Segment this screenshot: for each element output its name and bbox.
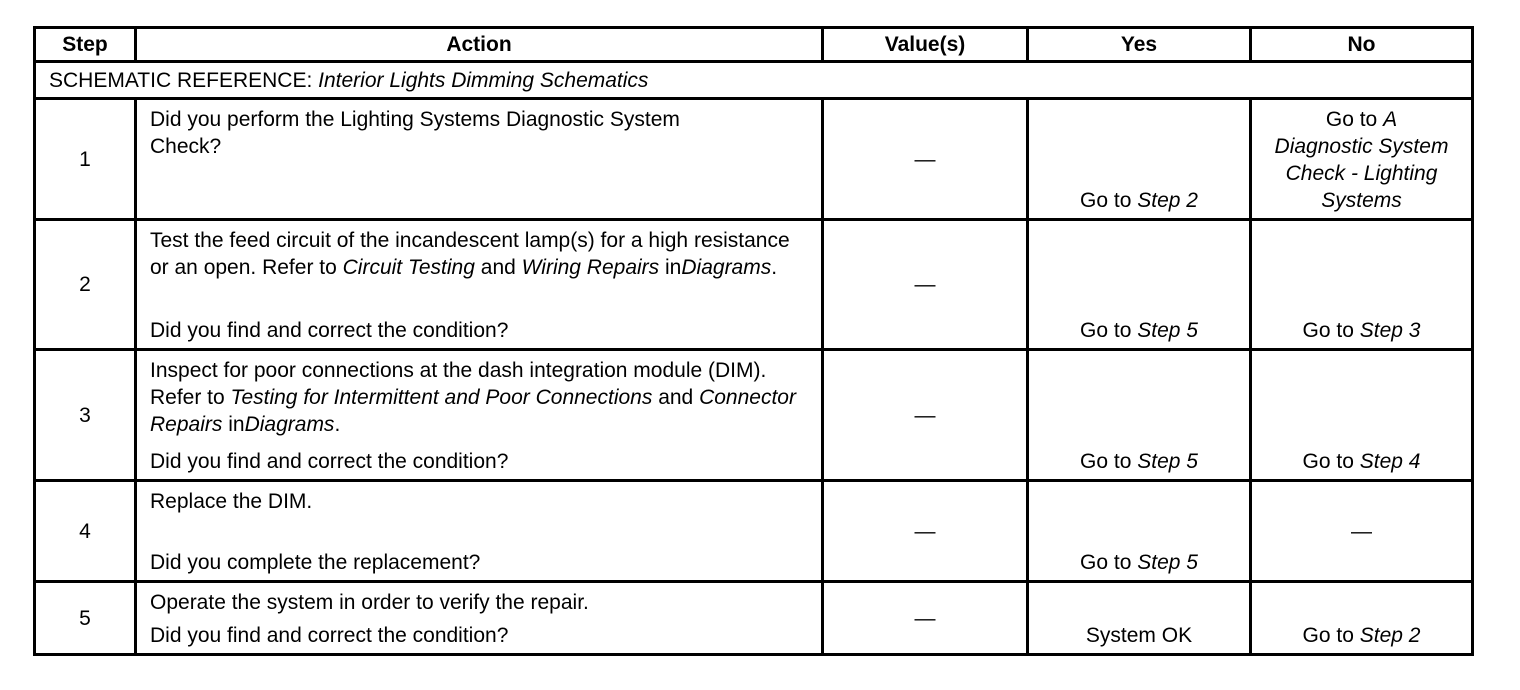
table-row (35, 582, 1473, 655)
schematic-reference (35, 62, 1473, 99)
goto-label: Go to (1080, 319, 1132, 342)
diagrams-link[interactable]: Diagrams (681, 256, 772, 279)
schematic-reference-row (35, 62, 1473, 99)
yes-cell (1028, 481, 1251, 582)
action-cell (136, 350, 823, 481)
circuit-testing-link[interactable]: Circuit Testing (342, 256, 475, 279)
diagrams-link[interactable]: Diagrams (244, 413, 335, 436)
yes-cell (1028, 220, 1251, 350)
yes-step-link[interactable]: Step 5 (1137, 450, 1198, 473)
action-cell (136, 481, 823, 582)
yes-cell (1028, 582, 1251, 655)
action-question: Did you find and correct the condition? (150, 624, 509, 647)
header-action: Action (136, 28, 823, 62)
goto-label: Go to (1302, 624, 1354, 647)
no-step-link[interactable]: Step 4 (1359, 450, 1421, 473)
value-cell (823, 99, 1028, 220)
schematic-reference-label: SCHEMATIC REFERENCE: (49, 68, 313, 92)
value-dash: — (914, 403, 936, 427)
goto-label: Go to (1302, 319, 1354, 342)
action-connector: in (228, 413, 245, 436)
value-dash: — (914, 606, 936, 630)
step-number: 5 (35, 582, 136, 655)
no-cell (1251, 582, 1473, 655)
goto-label: Go to (1325, 108, 1378, 131)
schematic-reference-link[interactable]: Interior Lights Dimming Schematics (318, 68, 649, 92)
no-link-diagnostic-check[interactable]: Diagnostic System Check - Lighting Systems (1274, 135, 1449, 212)
yes-cell (1028, 350, 1251, 481)
value-cell (823, 481, 1028, 582)
action-text: Test the feed circuit of the incandescent lamp(s) for a high resistance or an open. Refer to Circuit Testing and Wiring Repairs inDiagrams. (150, 229, 790, 279)
no-step-link[interactable]: Step 2 (1359, 624, 1421, 647)
value-cell (823, 220, 1028, 350)
no-cell (1251, 220, 1473, 350)
yes-step-link[interactable]: Step 5 (1137, 551, 1198, 574)
no-step-link[interactable]: Step 3 (1359, 319, 1421, 342)
goto-label: Go to (1080, 189, 1132, 212)
value-cell (823, 350, 1028, 481)
table-row (35, 481, 1473, 582)
diagnostic-table (33, 26, 1474, 656)
header-values: Value(s) (823, 28, 1028, 62)
goto-label: Go to (1302, 450, 1354, 473)
header-row (35, 28, 1473, 62)
connector-repairs-link[interactable]: Connector Repairs (150, 386, 796, 436)
header-no: No (1251, 28, 1473, 62)
goto-label: Go to (1080, 450, 1132, 473)
no-cell (1251, 99, 1473, 220)
action-question: Did you complete the replacement? (150, 551, 481, 574)
value-dash: — (914, 147, 936, 171)
action-text: Operate the system in order to verify the repair. (150, 591, 589, 614)
action-connector: and (480, 256, 516, 279)
action-question: Did you find and correct the condition? (150, 450, 509, 473)
action-instruction: Test the feed circuit of the incandescent lamp(s) for a high resistance or an open. Refer to (150, 229, 790, 279)
action-instruction: Inspect for poor connections at the dash integration module (DIM). Refer to (150, 359, 767, 409)
no-link-prefix[interactable]: A (1383, 108, 1398, 131)
value-dash: — (914, 273, 936, 296)
action-cell (136, 220, 823, 350)
action-text: Inspect for poor connections at the dash integration module (DIM). Refer to Testing for Intermittent and Poor Connections and Connector Repairs inDiagrams. (150, 359, 796, 436)
yes-step-link[interactable]: Step 2 (1137, 189, 1198, 212)
step-number: 3 (35, 350, 136, 481)
step-number: 4 (35, 481, 136, 582)
value-dash: — (914, 519, 936, 543)
action-question: Did you find and correct the condition? (150, 319, 509, 342)
table-row (35, 220, 1473, 350)
no-cell (1251, 350, 1473, 481)
yes-step-link[interactable]: Step 5 (1137, 319, 1198, 342)
action-text: Did you perform the Lighting Systems Diagnostic System Check? (150, 108, 680, 158)
header-yes: Yes (1028, 28, 1251, 62)
action-cell (136, 582, 823, 655)
action-text: Replace the DIM. (150, 490, 313, 513)
step-number: 1 (35, 99, 136, 220)
yes-cell (1028, 99, 1251, 220)
wiring-repairs-link[interactable]: Wiring Repairs (521, 256, 660, 279)
yes-result: System OK (1085, 624, 1193, 647)
action-connector: and (658, 386, 694, 409)
table-row (35, 99, 1473, 220)
step-number: 2 (35, 220, 136, 350)
value-cell (823, 582, 1028, 655)
action-cell (136, 99, 823, 220)
header-step: Step (35, 28, 136, 62)
table-row (35, 350, 1473, 481)
intermittent-connections-link[interactable]: Testing for Intermittent and Poor Connections (230, 386, 653, 409)
action-connector: in (665, 256, 682, 279)
no-cell (1251, 481, 1473, 582)
goto-label: Go to (1080, 551, 1132, 574)
no-value-dash: — (1351, 519, 1372, 543)
